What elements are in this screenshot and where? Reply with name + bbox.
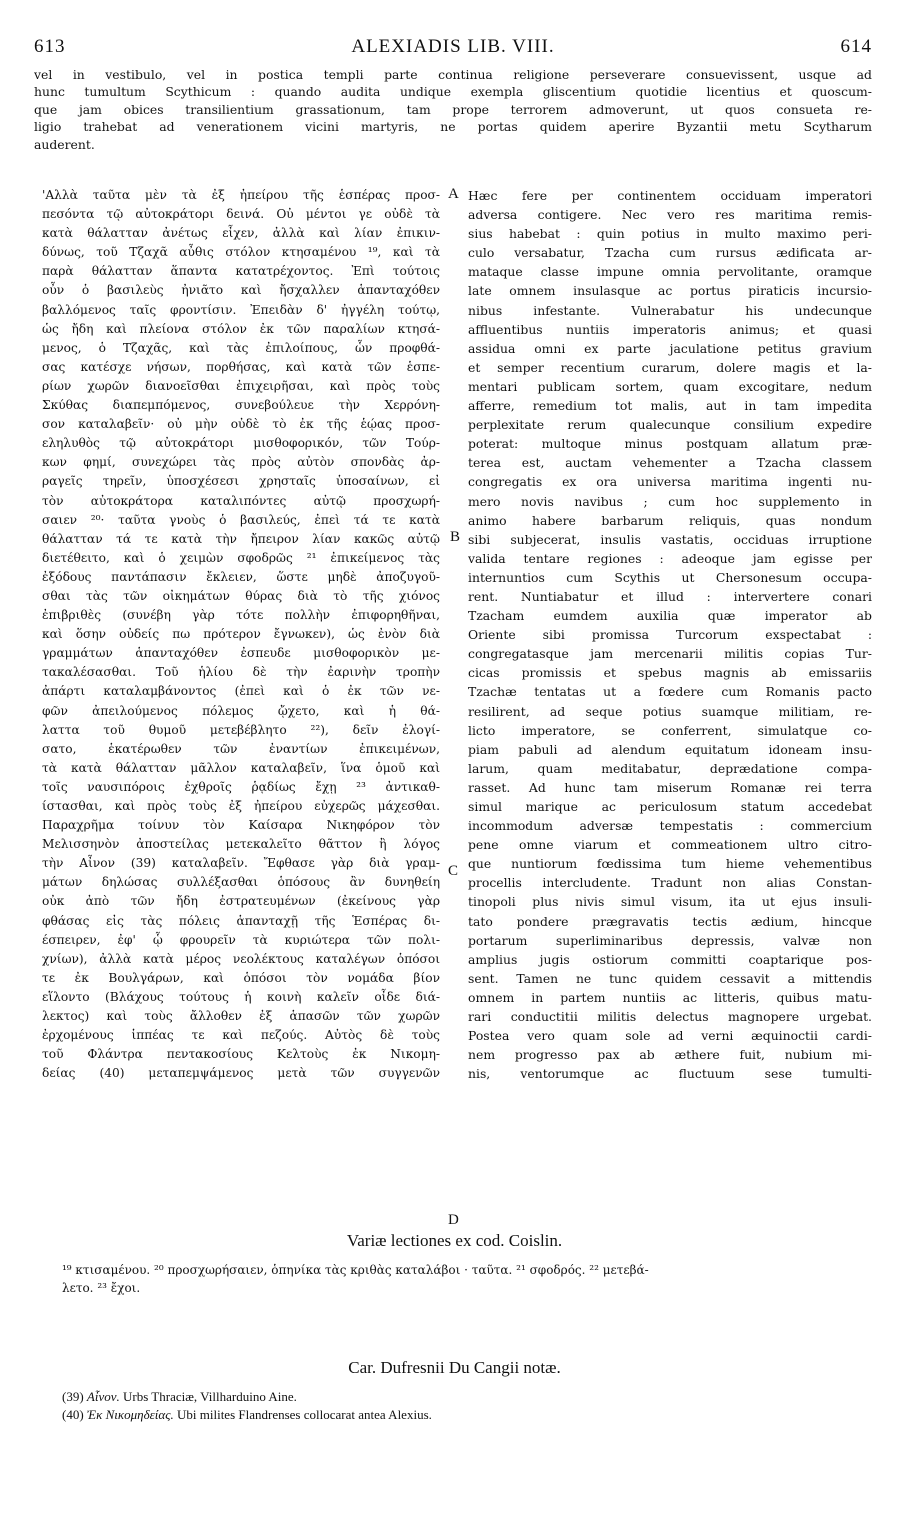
text-line: assidua omni ex parte jaculatione petitus gravium [468, 340, 872, 356]
text-line: ligio trahebat ad venerationem vicini martyris, ne portas quidem aperire Byzantii metu Scytharum [34, 119, 872, 135]
text-line: μενος, ὁ Τζαχᾶς, καὶ τὰς ἐπιλοίπους, ὧν προφθά- [42, 340, 440, 355]
text-line: internuntios cum Scythis ut Chersonesum occupa- [468, 569, 872, 585]
text-line: terea est, auctam vehementer a Tzacha classem [468, 455, 872, 471]
text-line: γραμμάτων ἁπανταχόθεν ἐσπευδε μισθοφορικὸν με- [42, 646, 440, 661]
text-line: pene omne viarum et commeationem ultro citro- [468, 837, 872, 853]
text-line: incommodum adversæ tempestatis : commercium [468, 818, 872, 834]
text-line: καὶ ὅσην οὐδείς πω πρότερον ἔγνωκεν), ὡς ἐνὸν διὰ [42, 627, 440, 642]
text-line: poterat: multoque minus postquam allatum præ- [468, 436, 872, 452]
text-line: rari conductitii militis delectus magnopere urgebat. [468, 1009, 872, 1025]
text-line: λεκτος) καὶ τοὺς ἄλλοθεν ἐξ ἁπασῶν τῶν χωρῶν [42, 1009, 440, 1024]
text-line: sent. Tamen ne tunc quidem cessavit a mittendis [468, 970, 872, 986]
text-line: τὴν Αἶνον (39) καταλαβεῖν. Ἔφθασε γὰρ διὰ γραμ- [42, 856, 440, 871]
text-line: ὡς ἤδη καὶ πλείονα στόλον ἐκ τῶν παραλίων κτησά- [42, 321, 440, 336]
text-line: ἐξόδους παντάπασιν ἔκλειεν, ὥστε μηδὲ ἀποζυγοῦ- [42, 569, 440, 584]
text-line: late omnem insulasque ac portus piraticis incursio- [468, 283, 872, 299]
page-number-left: 613 [34, 36, 66, 57]
text-line: Μελισσηνὸν ἀποστείλας μετεκαλεῖτο θᾶττον ἢ λόγος [42, 837, 440, 852]
text-line: adversa contigere. Nec vero res maritima remis- [468, 207, 872, 223]
text-line: Tzachæ tentatas ut a fœdere cum Romanis pacto [468, 684, 872, 700]
page-number-right: 614 [840, 36, 872, 57]
text-line: rasset. Ad hunc tam miserum Romanæ rei terra [468, 779, 872, 795]
text-line: δείας (40) μεταπεμψάμενος μετὰ τῶν συγγενῶν [42, 1066, 440, 1081]
text-line: τε ἐκ Βουλγάρων, καὶ ὁπόσοι τὸν νομάδα βίον [42, 970, 440, 985]
text-line: ίστασθαι, καὶ πρὸς τοὺς ἐξ ἠπείρου εὐχερῶς μάχεσθαι. [42, 799, 440, 813]
text-line: piam pabuli ad alendum equitatum idoneam insu- [468, 741, 872, 757]
varia-lectiones [62, 1261, 872, 1297]
text-line: mentari publicam sortem, quam excogitare, nedum [468, 378, 872, 394]
note-lemma: Αἶνον. [86, 1389, 120, 1404]
varia-line: ¹⁹ κτισαμένου. ²⁰ προσχωρήσαιεν, ὁπηνίκα τὰς κριθὰς καταλάβοι · ταῦτα. ²¹ σφοδρός. ²² μετεβά- [62, 1263, 649, 1277]
cange-notes [62, 1388, 872, 1424]
text-line: simul marique ac periculosum statum accedebat [468, 799, 872, 814]
intro-paragraph [34, 66, 872, 153]
text-line: sibi subjecerat, insulis vastatis, occiduas irruptione [468, 531, 872, 547]
text-line: ραγεῖς τηρεῖν, ὑποσχέσεσι χρησταῖς ὑποσαίνων, εἰ [42, 474, 440, 489]
text-line: larum, quam meditabatur, deprædatione compa- [468, 760, 872, 776]
text-line: οὐκ ἀπὸ τῶν ἤδη ἐστρατευμένων (ἐκείνους γὰρ [42, 894, 440, 909]
greek-column [42, 186, 440, 1083]
text-line: θάλατταν τά τε κατὰ τὴν ἤπειρον λίαν κακῶς αὐτῷ [42, 531, 440, 546]
text-line: πεσόντα τῷ αὐτοκράτορι δεινά. Οὐ μέντοι γε οὐδὲ τὰ [42, 207, 440, 222]
text-line: τὸν αὐτοκράτορα καταλιπόντες αὐτῷ προσχωρή- [42, 493, 440, 508]
text-line: οὖν ὁ βασιλεὺς ἠνιᾶτο καὶ ἤσχαλλεν ἁπανταχόθεν [42, 283, 440, 298]
text-line: animo habere barbarum reliquis, quas nondum [468, 512, 872, 528]
text-line: mataque classe impune omnia pervolitante, oramque [468, 264, 872, 280]
text-line: τακαλέσασθαι. Τοῦ ἡλίου δὲ τὴν ἐαρινὴν τροπὴν [42, 665, 440, 680]
text-line: procellis intercludente. Tradunt non alias Constan- [468, 875, 872, 891]
text-line: εληλυθὸς τῷ αὐτοκράτορι μισθοφορικόν, τῶν Τούρ- [42, 436, 440, 451]
text-line: ρίων χωρῶν διανοεῖσθαι ἐπιχειρῆσαι, καὶ πρὸς τοὺς [42, 378, 440, 393]
text-line: portarum superliminaribus depressis, valvæ non [468, 932, 872, 948]
note-item [62, 1406, 872, 1424]
latin-column [468, 186, 872, 1083]
text-line: κατὰ θάλατταν ἀνέτως εἶχεν, ἀλλὰ καὶ λίαν ἐπικιν- [42, 226, 440, 241]
text-line: Παραχρῆμα τοίνυν τὸν Καίσαρα Νικηφόρον τὸν [42, 818, 440, 833]
varia-line: λετο. ²³ ἔχοι. [62, 1281, 141, 1295]
text-line: τοῖς ναυσιπόροις ἐχθροῖς ῥᾳδίως ἔχῃ ²³ ἀντικαθ- [42, 779, 440, 794]
text-line: παρὰ θάλατταν ἅπαντα κατατρέχοντος. Ἐπὶ τούτοις [42, 264, 440, 279]
section-marker-b: B [450, 529, 461, 545]
text-line: amplius jugis ostiorum committi coaptarique pos- [468, 951, 872, 967]
page-header [34, 36, 872, 62]
text-line: εἵλοντο (Βλάχους τούτους ἡ κοινὴ καλεῖν οἶδε διά- [42, 989, 440, 1004]
text-line: σαιεν ²⁰· ταῦτα γνοὺς ὁ βασιλεύς, ἐπεὶ τά τε κατὰ [42, 512, 440, 527]
note-number: (40) [62, 1407, 84, 1422]
text-line: σθαι τὰς τῶν οἰκημάτων θύρας διὰ τὸ τῆς χιόνος [42, 588, 440, 603]
text-line: perplexitate rerum qualecunque consilium expedire [468, 417, 872, 433]
text-line: tinopoli plus nivis simul visum, ita ut ejus insuli- [468, 894, 872, 910]
text-line: Oriente sibi promissa Turcorum exspectabat : [468, 627, 872, 643]
text-line: rent. Nuntiabatur et illud : intervertere conari [468, 588, 872, 604]
text-line: resilirent, ad seque potius suamque militiam, re- [468, 703, 872, 719]
text-line: nem progresso pax ab æthere fuit, nubium mi- [468, 1047, 872, 1063]
text-line: vel in vestibulo, vel in postica templi parte continua religione perseverare consuevissent, usque ad [34, 67, 872, 82]
text-line: sius habebat : quin potius in multo maximo peri- [468, 226, 872, 242]
note-text: Ubi milites Flandrenses collocarat antea Alexius. [173, 1407, 432, 1422]
text-line: κων φημί, συνεχώρει τὰς πρὸς αὐτὸν σπονδὰς ἀρ- [42, 455, 440, 470]
text-line: tato pondere prægravatis tectis ædium, hincque [468, 913, 872, 929]
text-line: cicas promissis et spebus magnis ab emissariis [468, 665, 872, 681]
text-line: Hæc fere per continentem occiduam imperatori [468, 188, 872, 203]
text-line: que jam obices transilientium grassationum, tam prope terrorem admoverunt, ut quos consueta re- [34, 101, 872, 117]
text-line: affluentibus nuntiis imperatoris animus; et quasi [468, 321, 872, 337]
running-title: ALEXIADIS LIB. VIII. [351, 36, 555, 57]
note-text: Urbs Thraciæ, Villharduino Aine. [119, 1389, 297, 1404]
text-line: σον καταλαβεῖν· οὐ μὴν οὐδὲ τὸ ἐκ τῆς ἑῴας προσ- [42, 417, 440, 432]
text-line: σατο, ἑκατέρωθεν τῶν ἐναντίων ἐπικειμένων, [42, 741, 440, 756]
section-marker-a: A [448, 186, 459, 202]
text-line: auderent. [34, 136, 95, 152]
text-line: βαλλόμενος ταῖς φροντίσιν. Ἐπειδὰν δ' ἠγγέλη τούτῳ, [42, 302, 440, 317]
note-number: (39) [62, 1389, 84, 1404]
text-line: licto imperatore, se conferrent, simulatque co- [468, 722, 872, 738]
text-line: ἀπάρτι καταλαμβάνοντος (ἐπεὶ καὶ ὁ ἐκ τῶν νε- [42, 684, 440, 699]
text-line: afferre, remedium tot malis, aut in tam impedita [468, 398, 872, 414]
text-line: hunc tumultum Scythicum : quando audita undique exempla gliscentium quotidie licentius et quoscum- [34, 84, 872, 100]
text-line: φθάσας εἰς τὰς πόλεις ἁπανταχῇ τῆς Ἑσπέρας δι- [42, 913, 440, 928]
note-item [62, 1388, 872, 1406]
text-line: Σκύθας διαπεμπόμενος, συνεβούλευε τὴν Χερρόνη- [42, 398, 440, 413]
text-line: nibus infestante. Vulnerabatur his undecunque [468, 302, 872, 318]
text-line: Postea vero quam sole ad verni æquinoctii cardi- [468, 1028, 872, 1044]
varia-heading: Variæ lectiones ex cod. Coislin. [346, 1231, 563, 1250]
note-lemma: Ἐκ Νικομηδείας. [86, 1407, 174, 1422]
notes-heading: Car. Dufresnii Du Cangii notæ. [348, 1358, 561, 1377]
text-line: ἐρχομένους ἱππέας τε καὶ πεζούς. Αὐτὸς δὲ τοὺς [42, 1028, 440, 1043]
text-line: δύνως, τοῦ Τζαχᾶ αὖθις στόλον κτησαμένου ¹⁹, καὶ τὰ [42, 245, 440, 260]
text-line: valida tentare regiones : adeoque jam egisse per [468, 550, 872, 566]
text-line: φῶν ἀπειλούμενος πόλεμος ᾤχετο, καὶ ἡ θά- [42, 703, 440, 718]
text-line: λαττα τοῦ θυμοῦ μετεβέβλητο ²²), δεῖν ἐλογί- [42, 722, 440, 737]
text-line: que nuntiorum fœdissima tum hieme vehementibus [468, 856, 872, 872]
text-line: χνίων), ἀλλὰ κατὰ μέρος νεολέκτους καταλέγων ὁπόσοι [42, 951, 440, 966]
text-line: ἐπιβριθὲς (συνέβη γὰρ τότε πολλὴν ἐπιφορηθῆναι, [42, 608, 440, 623]
text-line: 'Αλλὰ ταῦτα μὲν τὰ ἐξ ἠπείρου τῆς ἑσπέρας προσ- [42, 188, 440, 202]
text-line: διετέθειτο, καὶ ὁ χειμὼν σφοδρῶς ²¹ ἐπικείμενος τὰς [42, 550, 440, 565]
text-line: congregatasque jam mercenarii militis copias Tur- [468, 646, 872, 662]
text-line: σας κατέσχε νήσων, πορθήσας, καὶ κατὰ τῶν ἑσπε- [42, 359, 440, 374]
text-line: nis, ventorumque ac fluctuum sese tumulti- [468, 1066, 872, 1082]
section-marker-d: D [448, 1212, 459, 1228]
text-line: et semper recentium curarum, dolere magis et la- [468, 359, 872, 375]
text-line: έσπειρεν, ἐφ' ᾧ φρουρεῖν τὰ κυριώτερα τῶν πολι- [42, 932, 440, 947]
section-marker-c: C [448, 863, 459, 879]
text-line: mero novis navibus ; cum hoc supplemento in [468, 493, 872, 509]
text-line: τὰ κατὰ θάλατταν μᾶλλον καταλαβεῖν, ἵνα ὁμοῦ καὶ [42, 760, 440, 775]
text-line: omnem in partem nuntiis ac litteris, quibus matu- [468, 989, 872, 1005]
text-line: μάτων δηλώσας συλλέξασθαι ὁπόσους ἂν δυνηθείη [42, 875, 440, 890]
text-line: τοῦ Φλάντρα πεντακοσίους Κελτοὺς ἐκ Νικομη- [42, 1047, 440, 1062]
text-line: congregatis ex ora universa maritima ingenti nu- [468, 474, 872, 490]
text-line: Tzacham eumdem auxilia quæ imperator ab [468, 608, 872, 624]
text-line: culo versabatur, Tzacha cum rursus ædificata ar- [468, 245, 872, 261]
